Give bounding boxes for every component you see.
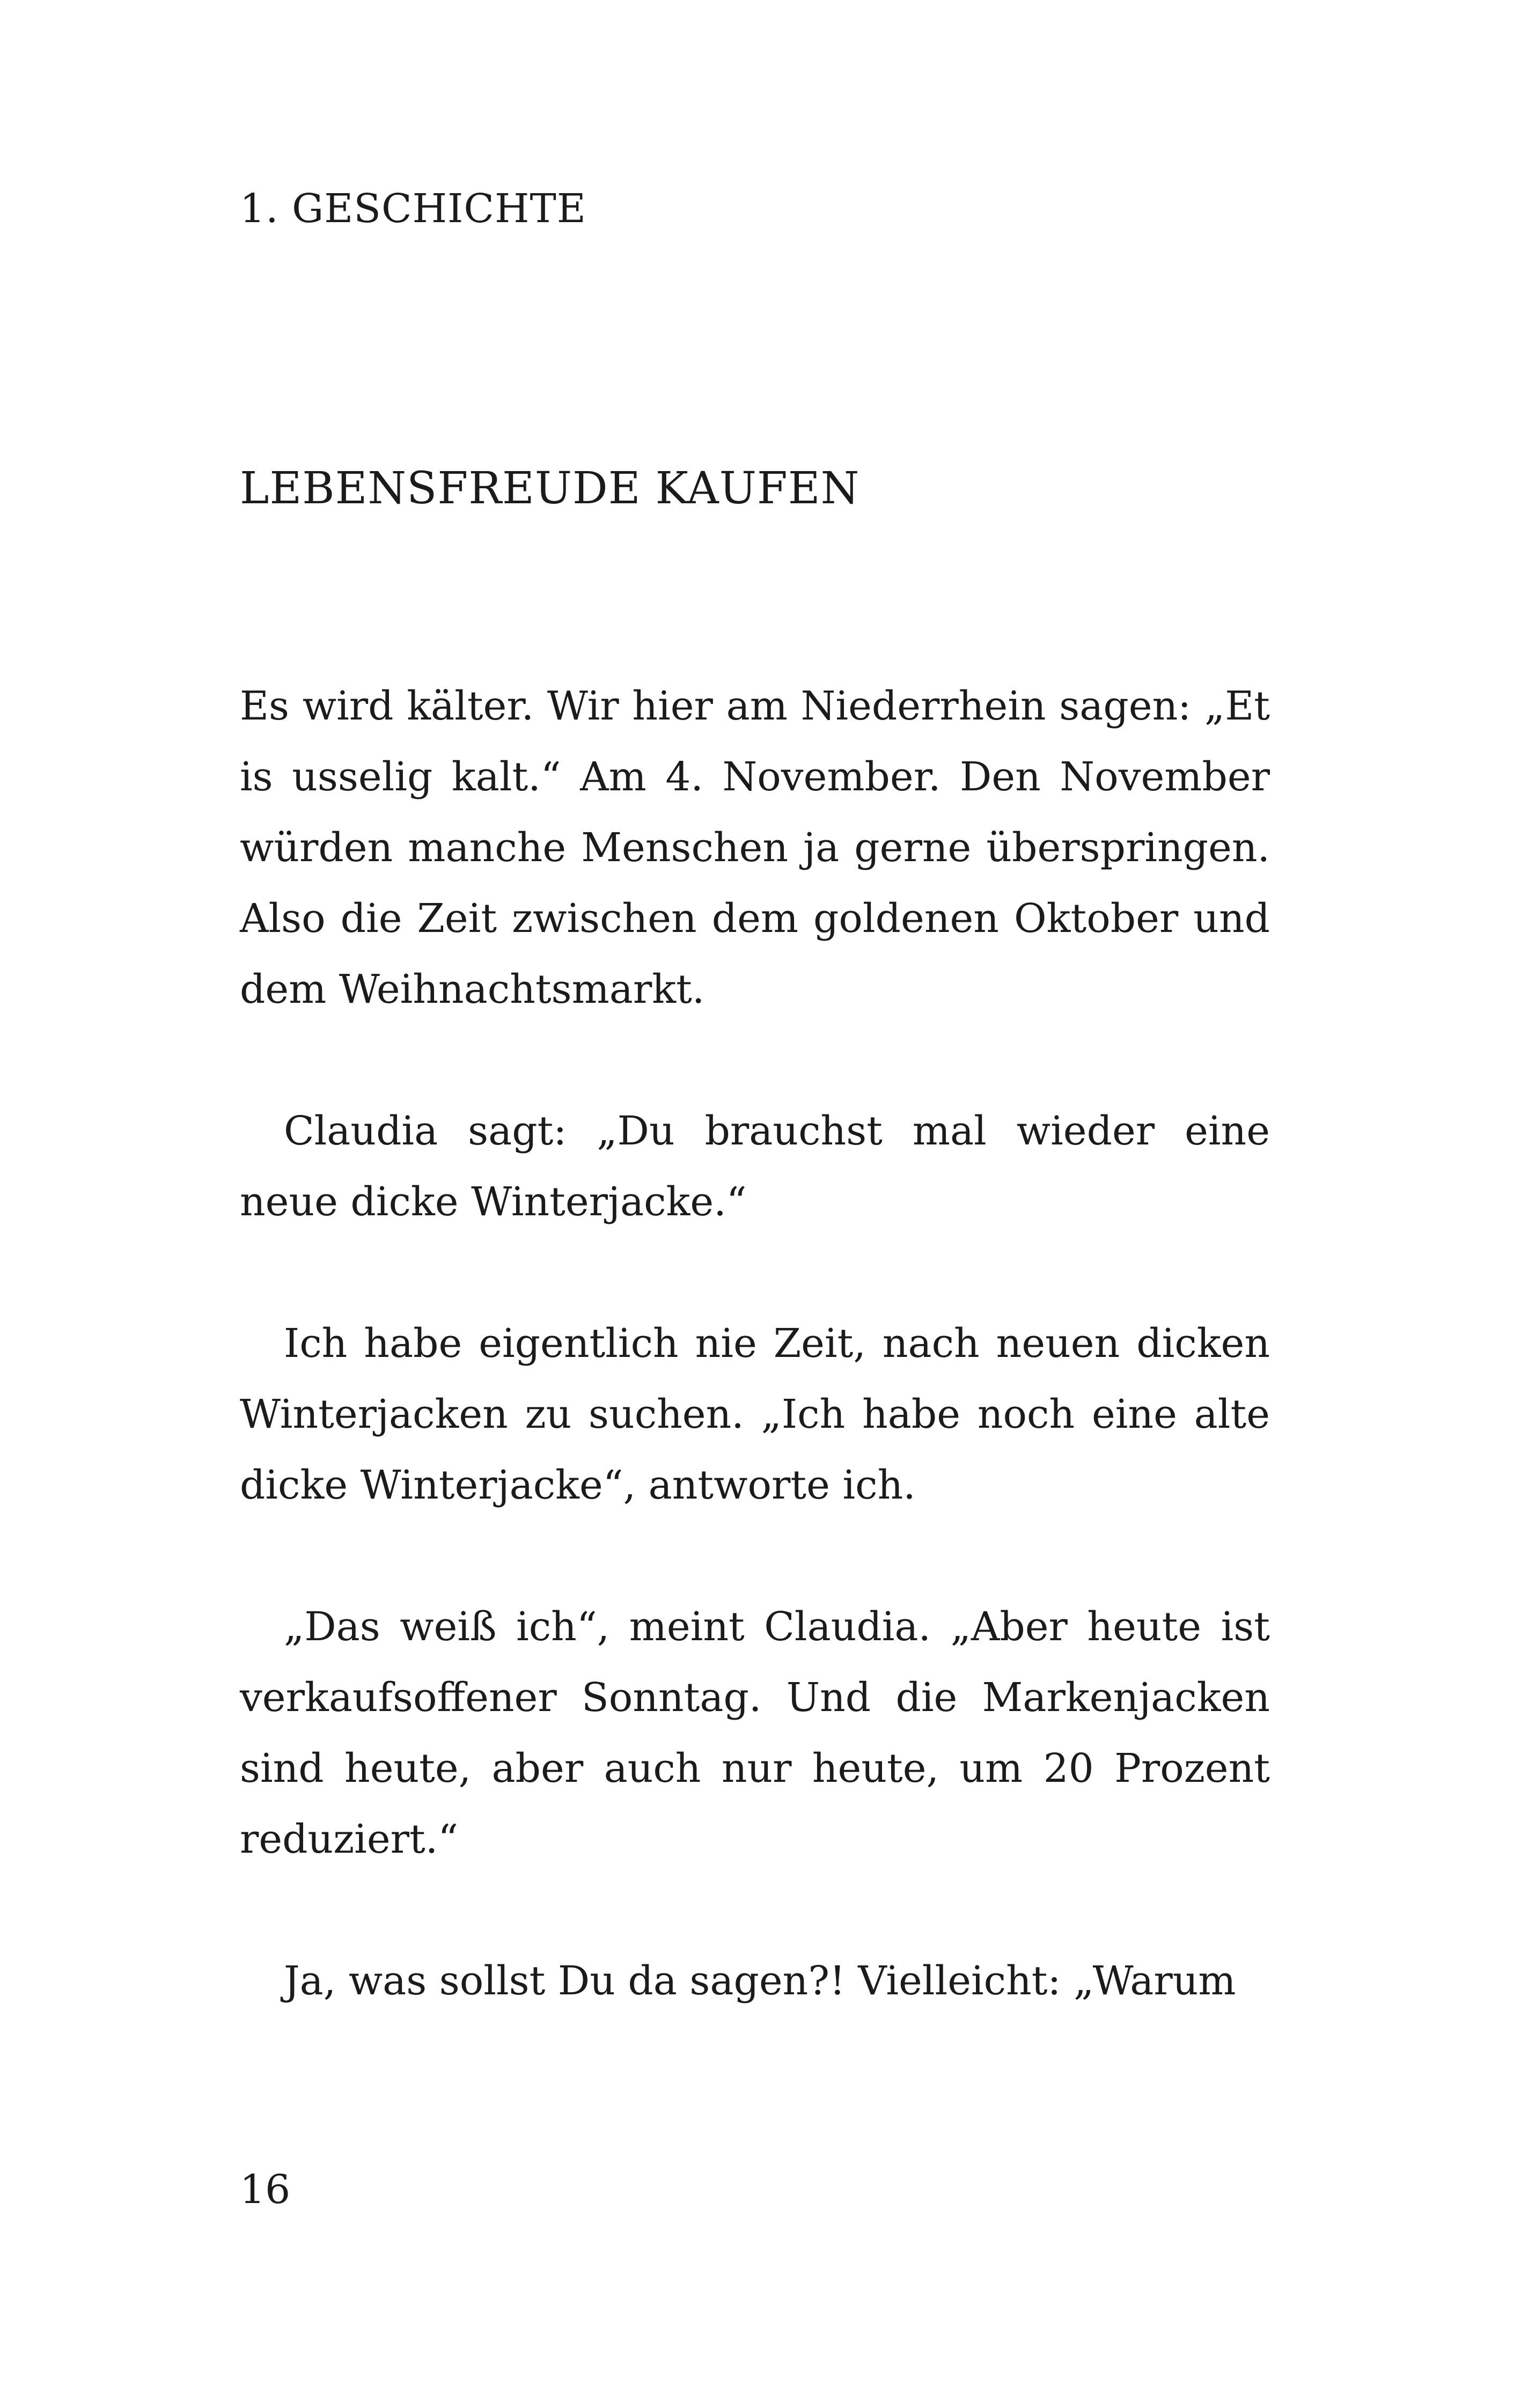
paragraph-1: Es wird kälter. Wir hier am Niederrhein sagen: „Et is usselig kalt.“ Am 4. November. Den November würden manche Menschen ja gerne überspringen. Also die Zeit zwischen dem goldenen Oktober und dem Weihnachtsmarkt. <box>240 683 1270 1012</box>
paragraph-3: Ich habe eigentlich nie Zeit, nach neuen dicken Winterjacken zu suchen. „Ich habe noch eine alte dicke Winterjacke“, antworte ich. <box>240 1320 1270 1508</box>
story-title: LEBENSFREUDE KAUFEN <box>240 463 860 514</box>
body-text <box>240 671 1270 2087</box>
chapter-label: 1. GESCHICHTE <box>240 186 586 232</box>
paragraph-5: Ja, was sollst Du da sagen?! Vielleicht: „Warum <box>284 1958 1236 2004</box>
page-number: 16 <box>240 2167 291 2213</box>
paragraph-4: „Das weiß ich“, meint Claudia. „Aber heute ist verkaufsoffener Sonntag. Und die Markenjacken sind heute, aber auch nur heute, um 20 Prozent reduziert.“ <box>240 1604 1270 1862</box>
paragraph-2: Claudia sagt: „Du brauchst mal wieder eine neue dicke Winterjacke.“ <box>240 1108 1270 1225</box>
